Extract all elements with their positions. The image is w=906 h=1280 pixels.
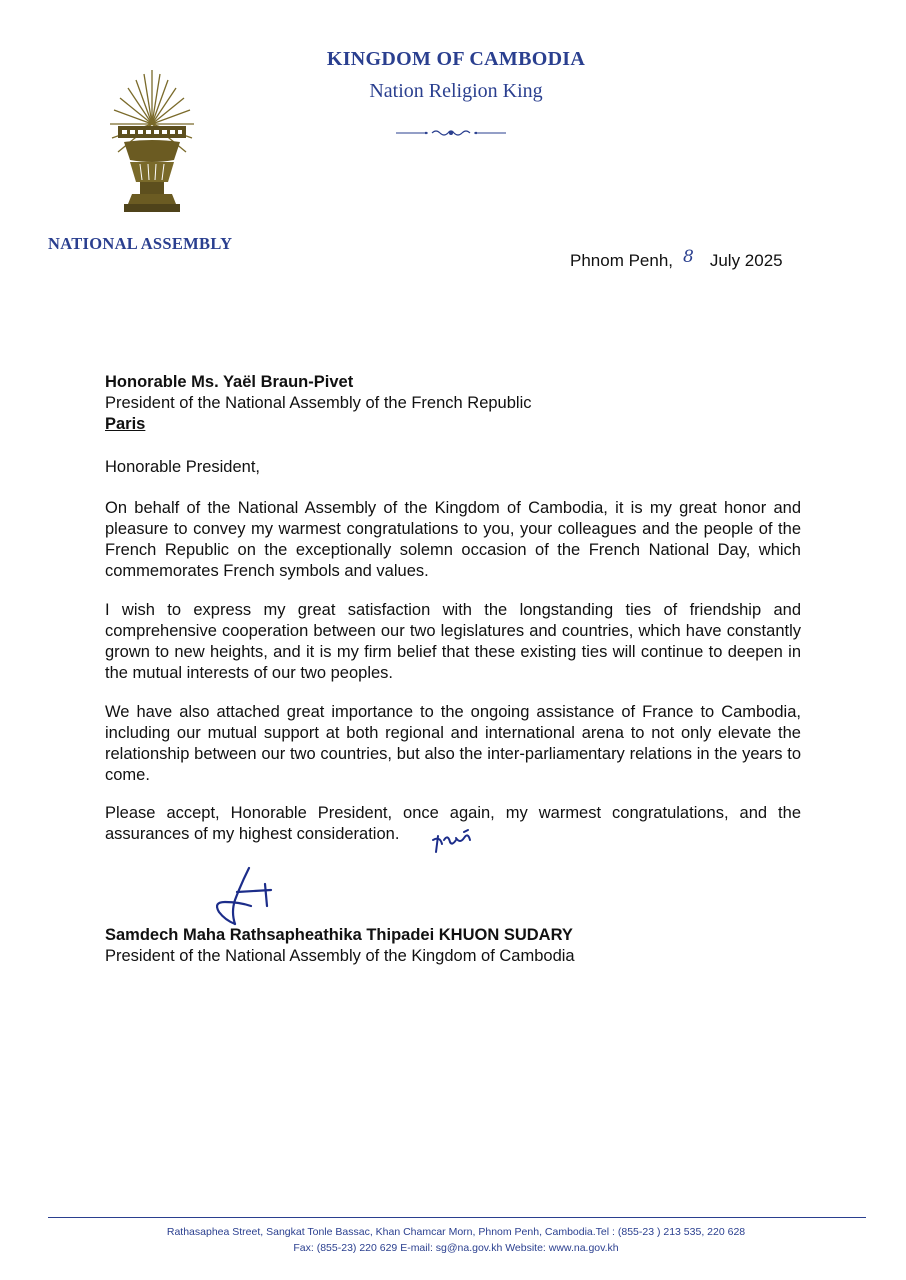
date-place: Phnom Penh, (570, 251, 674, 270)
recipient-title: President of the National Assembly of the French Republic (105, 394, 532, 412)
body-paragraph: I wish to express my great satisfaction with the longstanding ties of friendship and comprehensive cooperation between our two legislatures and countries, which have constantly grown to new heights, and it is my firm belief that these existing ties will continue to deepen in the mutual interests of our two peoples. (105, 601, 801, 682)
footer-contact (0, 1224, 906, 1256)
recipient-name: Honorable Ms. Yaël Braun-Pivet (105, 373, 354, 391)
signer-block (105, 925, 575, 967)
footer-address: Rathasaphea Street, Sangkat Tonle Bassac, Khan Chamcar Morn, Phnom Penh, Cambodia.Tel : (855-23 ) 213 535, 220 628 (166, 1226, 746, 1238)
salutation: Honorable President, (105, 458, 261, 476)
footer-divider (48, 1217, 866, 1218)
body-paragraph: Please accept, Honorable President, once again, my warmest congratulations, and the assurances of my highest consideration. (105, 804, 801, 843)
institution-name: NATIONAL ASSEMBLY (48, 234, 233, 253)
body-paragraph: On behalf of the National Assembly of the Kingdom of Cambodia, it is my great honor and pleasure to convey my warmest congratulations to you, your colleagues and the people of the French Republic on the exceptionally solemn occasion of the French National Day, which commemorates French symbols and values. (105, 499, 801, 580)
date-line (570, 247, 783, 271)
recipient-block (105, 372, 725, 435)
footer-contact-details: Fax: (855-23) 220 629 E-mail: sg@na.gov.kh Website: www.na.gov.kh (293, 1242, 619, 1254)
signer-title: President of the National Assembly of the Kingdom of Cambodia (105, 947, 575, 965)
date-month-year: July 2025 (709, 251, 783, 270)
recipient-city: Paris (105, 415, 146, 433)
handwritten-signature-icon (205, 866, 285, 928)
letterhead-kingdom: KINGDOM OF CAMBODIA (326, 48, 586, 70)
letterhead-motto: Nation Religion King (369, 80, 543, 102)
body-paragraph: We have also attached great importance to the ongoing assistance of France to Cambodia, including our mutual support at both regional and international arena to not only elevate the relationship between our two countries, but also the inter-parliamentary relations in the years to come. (105, 703, 801, 784)
decorative-divider-icon (396, 128, 506, 138)
date-day-handwritten: 8 (683, 247, 694, 267)
signer-name: Samdech Maha Rathsapheathika Thipadei KHUON SUDARY (105, 926, 573, 944)
royal-emblem-icon (104, 64, 200, 220)
handwritten-initials-icon (430, 826, 478, 860)
